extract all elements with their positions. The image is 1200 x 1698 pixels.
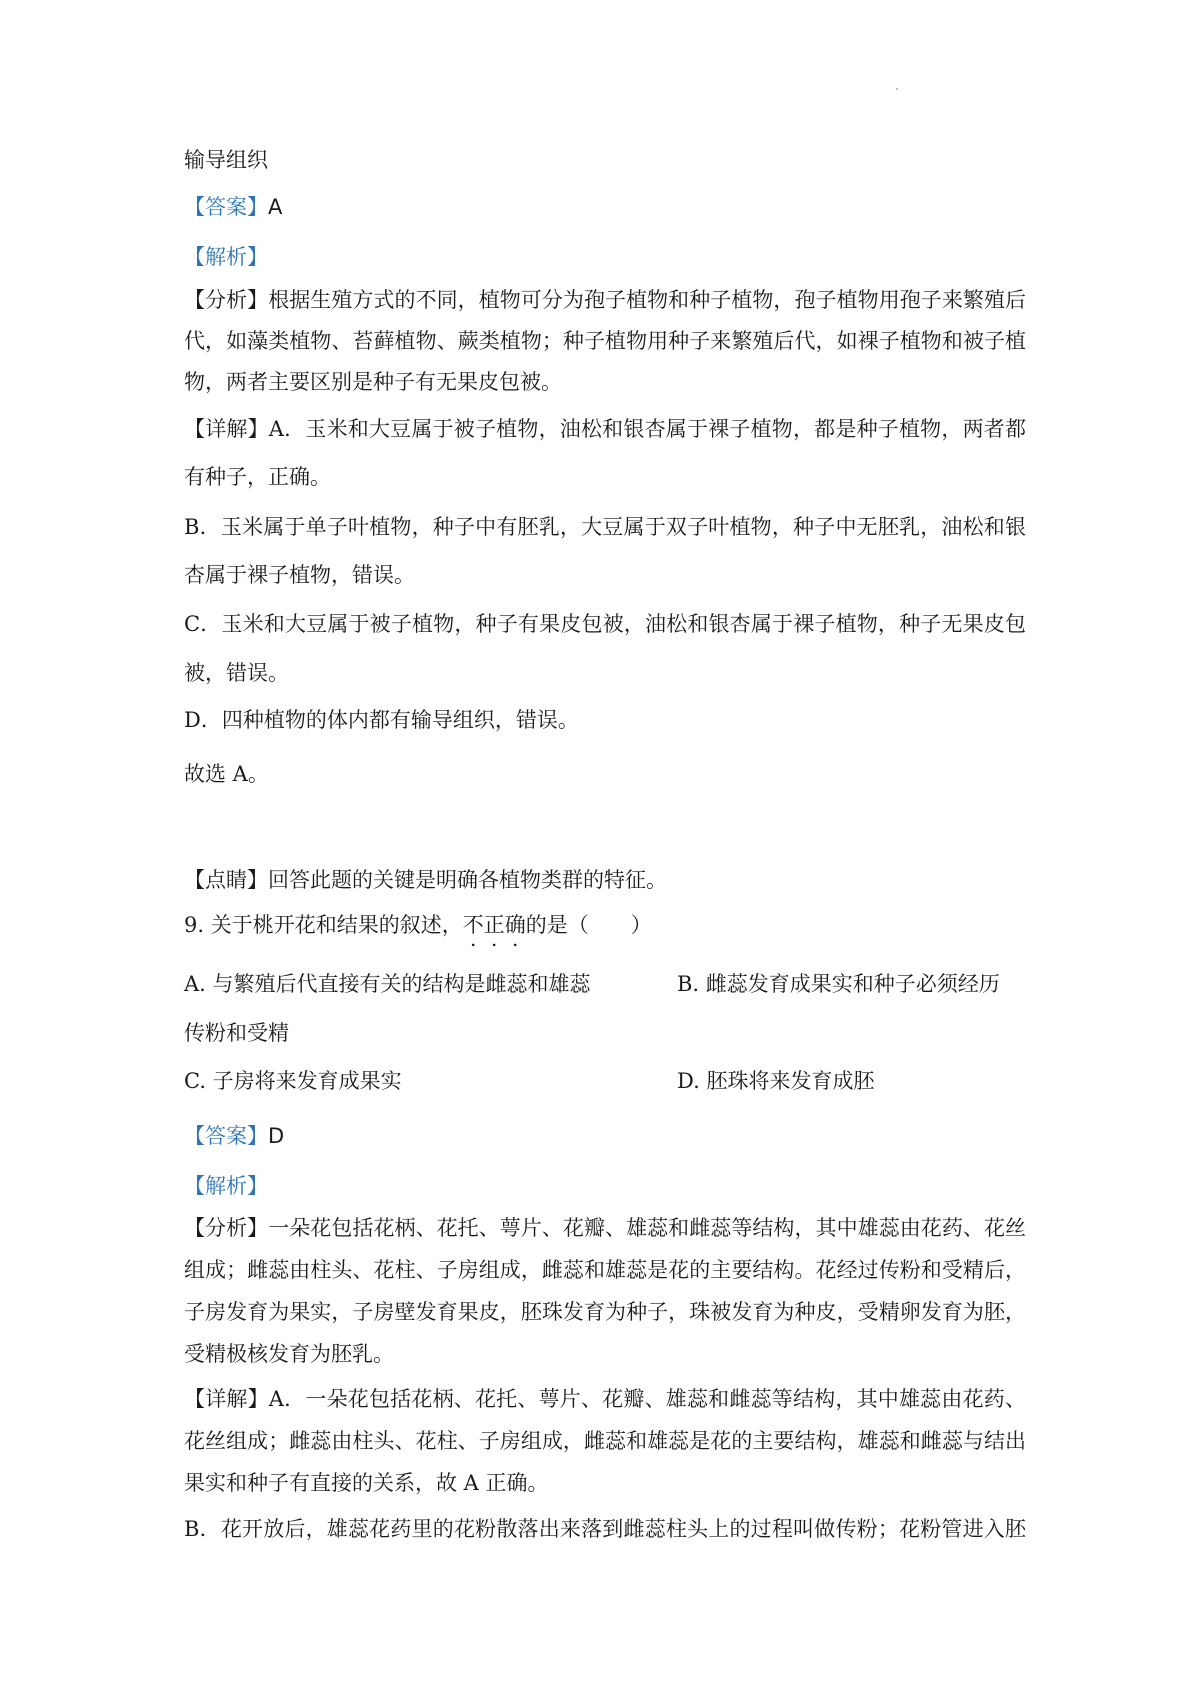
option-b-continued: 传粉和受精 <box>184 1021 289 1045</box>
text-line: 受精极核发育为胚乳。 <box>184 1342 394 1366</box>
answer-tag: 【答案】 <box>184 195 268 219</box>
answer-value: A <box>268 195 283 219</box>
answer-line <box>184 1122 284 1150</box>
text-line: 果实和种子有直接的关系，故 A 正确。 <box>184 1471 549 1495</box>
emphasis-char: 确 <box>504 913 526 937</box>
answer-line <box>184 193 282 221</box>
text-line: 【分析】根据生殖方式的不同，植物可分为孢子植物和种子植物，孢子植物用孢子来繁殖后 <box>184 288 1026 312</box>
emphasis-char: 正 <box>483 913 505 937</box>
option-d: D. 胚珠将来发育成胚 <box>677 1069 875 1093</box>
question-text: 的是（ ） <box>525 913 652 937</box>
question-text: 9. 关于桃开花和结果的叙述， <box>184 913 463 937</box>
answer-tag: 【答案】 <box>184 1124 268 1148</box>
analysis-tag: 【解析】 <box>184 1174 268 1198</box>
text-line: 【详解】A．一朵花包括花柄、花托、萼片、花瓣、雄蕊和雌蕊等结构，其中雄蕊由花药、 <box>184 1387 1026 1411</box>
text-line: 【点睛】回答此题的关键是明确各植物类群的特征。 <box>184 868 667 892</box>
text-line: 花丝组成；雌蕊由柱头、花柱、子房组成，雌蕊和雄蕊是花的主要结构，雄蕊和雌蕊与结出 <box>184 1429 1026 1453</box>
answer-value: D <box>268 1124 285 1148</box>
text-line: 有种子，正确。 <box>184 465 331 489</box>
option-a: A. 与繁殖后代直接有关的结构是雌蕊和雄蕊 <box>184 972 591 996</box>
text-line: B．花开放后，雄蕊花药里的花粉散落出来落到雌蕊柱头上的过程叫做传粉；花粉管进入胚 <box>184 1517 1026 1541</box>
text-line: 被，错误。 <box>184 661 289 685</box>
scan-speck <box>896 88 898 90</box>
text-line: 子房发育为果实，子房壁发育果皮，胚珠发育为种子，珠被发育为种皮，受精卵发育为胚， <box>184 1300 1026 1324</box>
text-line: B．玉米属于单子叶植物，种子中有胚乳，大豆属于双子叶植物，种子中无胚乳，油松和银 <box>184 515 1026 539</box>
text-line: 组成；雌蕊由柱头、花柱、子房组成，雌蕊和雄蕊是花的主要结构。花经过传粉和受精后， <box>184 1258 1026 1282</box>
text-line: 物，两者主要区别是种子有无果皮包被。 <box>184 370 562 394</box>
analysis-tag: 【解析】 <box>184 245 268 269</box>
text-line: C．玉米和大豆属于被子植物，种子有果皮包被，油松和银杏属于裸子植物，种子无果皮包 <box>184 612 1026 636</box>
option-b: B. 雌蕊发育成果实和种子必须经历 <box>677 972 1000 996</box>
option-c: C. 子房将来发育成果实 <box>184 1069 402 1093</box>
text-line: D．四种植物的体内都有输导组织，错误。 <box>184 708 579 732</box>
question-9 <box>184 911 652 939</box>
emphasis-char: 不 <box>462 913 484 937</box>
text-line: 故选 A。 <box>184 762 269 786</box>
text-line: 输导组织 <box>184 148 268 172</box>
text-line: 杏属于裸子植物，错误。 <box>184 563 415 587</box>
text-line: 【详解】A．玉米和大豆属于被子植物，油松和银杏属于裸子植物，都是种子植物，两者都 <box>184 417 1026 441</box>
text-line: 代，如藻类植物、苔藓植物、蕨类植物；种子植物用种子来繁殖后代，如裸子植物和被子植 <box>184 329 1026 353</box>
text-line: 【分析】一朵花包括花柄、花托、萼片、花瓣、雄蕊和雌蕊等结构，其中雄蕊由花药、花丝 <box>184 1216 1026 1240</box>
